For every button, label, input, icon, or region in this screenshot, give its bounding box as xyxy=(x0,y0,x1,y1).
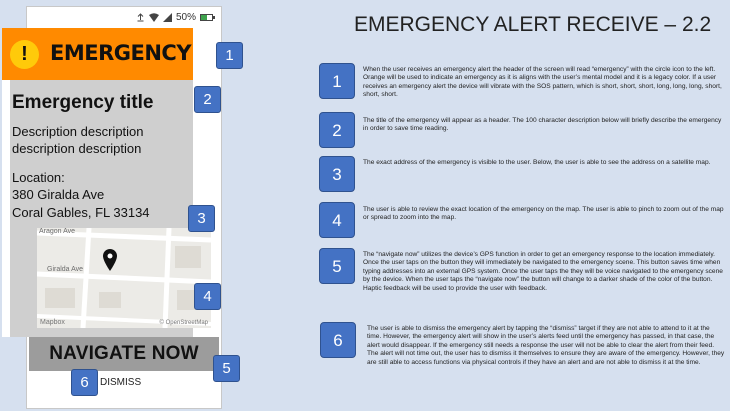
note-2: The title of the emergency will appear as a header. The 100 character description below will briefly describe the emergency in order to save time reading. xyxy=(363,117,722,133)
location-label: Location: xyxy=(12,170,65,185)
emergency-description: Description description description description xyxy=(12,124,144,156)
note-badge-3: 3 xyxy=(319,156,355,192)
note-3: The exact address of the emergency is visible to the user. Below, the user is able to see the address on a satellite map. xyxy=(363,159,711,166)
battery-icon xyxy=(200,14,213,21)
header-title: EMERGENCY xyxy=(50,41,192,65)
note-6: The user is able to dismiss the emergency alert by tapping the “dismiss” target if they are not able to attend to it at the time. However, the emergency alert will show in the user’s alerts feed until the emergency has passed, in that case, the alert would disappear. If the emergency still needs a response the user will not be able to clear the alert from their feed. The alert will not time out, the user has to dismiss it themselves to ensure they are aware of the emergency. However, they are still able to access functions via physical controls if they have an alert and are not able to dismiss it at the time. xyxy=(367,325,725,366)
battery-fill xyxy=(201,15,207,20)
note-1: When the user receives an emergency alert the header of the screen will read “emergency” with the circle icon to the left. Orange will be used to indicate an emergency as it is aligns with the user’s mental model and it is a legacy color. If a user receives an emergency alert the device will vibrate with the SOS pattern, which is short, short, short, long, long, long, short, short, short. xyxy=(363,66,722,99)
note-5: The “navigate now” utilizes the device’s GPS function in order to get an emergency response to the location immediately. Once the user taps on the button they will immediately be navigated to the emergency scene. This button saves time when typing addresses into an external GPS system. Once the user taps the they will be voice navigated to the emergency scene by the device. When the user taps the “navigate now” the button will change to a darker shade of the color of the button. Haptic feedback will be used to provide the user with feedback. xyxy=(363,251,723,292)
note-badge-4: 4 xyxy=(319,202,355,238)
wifi-icon xyxy=(149,13,159,22)
address xyxy=(12,186,150,222)
map-view[interactable] xyxy=(37,228,211,328)
slide-title: EMERGENCY ALERT RECEIVE – 2.2 xyxy=(354,13,712,36)
note-4: The user is able to review the exact location of the emergency on the map. The user is able to pinch to zoom out of the map or spread to zoom into the map. xyxy=(363,206,724,222)
content-left-gutter xyxy=(2,80,10,337)
signal-icon xyxy=(163,13,172,22)
callout-badge-6: 6 xyxy=(71,369,98,396)
map-logo: Mapbox xyxy=(40,319,65,326)
sync-icon xyxy=(136,13,145,22)
battery-percent: 50% xyxy=(175,12,196,23)
map-pin-icon xyxy=(103,249,117,271)
map-attribution[interactable]: © OpenStreetMap xyxy=(159,320,208,326)
street-label-mid: Giralda Ave xyxy=(47,266,84,273)
note-badge-1: 1 xyxy=(319,63,355,99)
address-line-2: Coral Gables, FL 33134 xyxy=(12,205,150,220)
note-badge-6: 6 xyxy=(320,322,356,358)
callout-badge-3: 3 xyxy=(188,205,215,232)
alert-circle-icon: ! xyxy=(10,40,39,69)
street-label-top: Aragon Ave xyxy=(39,228,76,235)
emergency-header xyxy=(2,28,193,81)
callout-badge-4: 4 xyxy=(194,283,221,310)
note-badge-5: 5 xyxy=(319,248,355,284)
note-badge-2: 2 xyxy=(319,112,355,148)
callout-badge-2: 2 xyxy=(194,86,221,113)
callout-badge-5: 5 xyxy=(213,355,240,382)
dismiss-button[interactable]: DISMISS xyxy=(100,377,142,388)
navigate-now-button[interactable]: NAVIGATE NOW xyxy=(29,337,219,371)
map-streets xyxy=(37,228,211,328)
emergency-title: Emergency title xyxy=(12,92,154,113)
callout-badge-1: 1 xyxy=(216,42,243,69)
address-line-1: 380 Giralda Ave xyxy=(12,187,105,202)
